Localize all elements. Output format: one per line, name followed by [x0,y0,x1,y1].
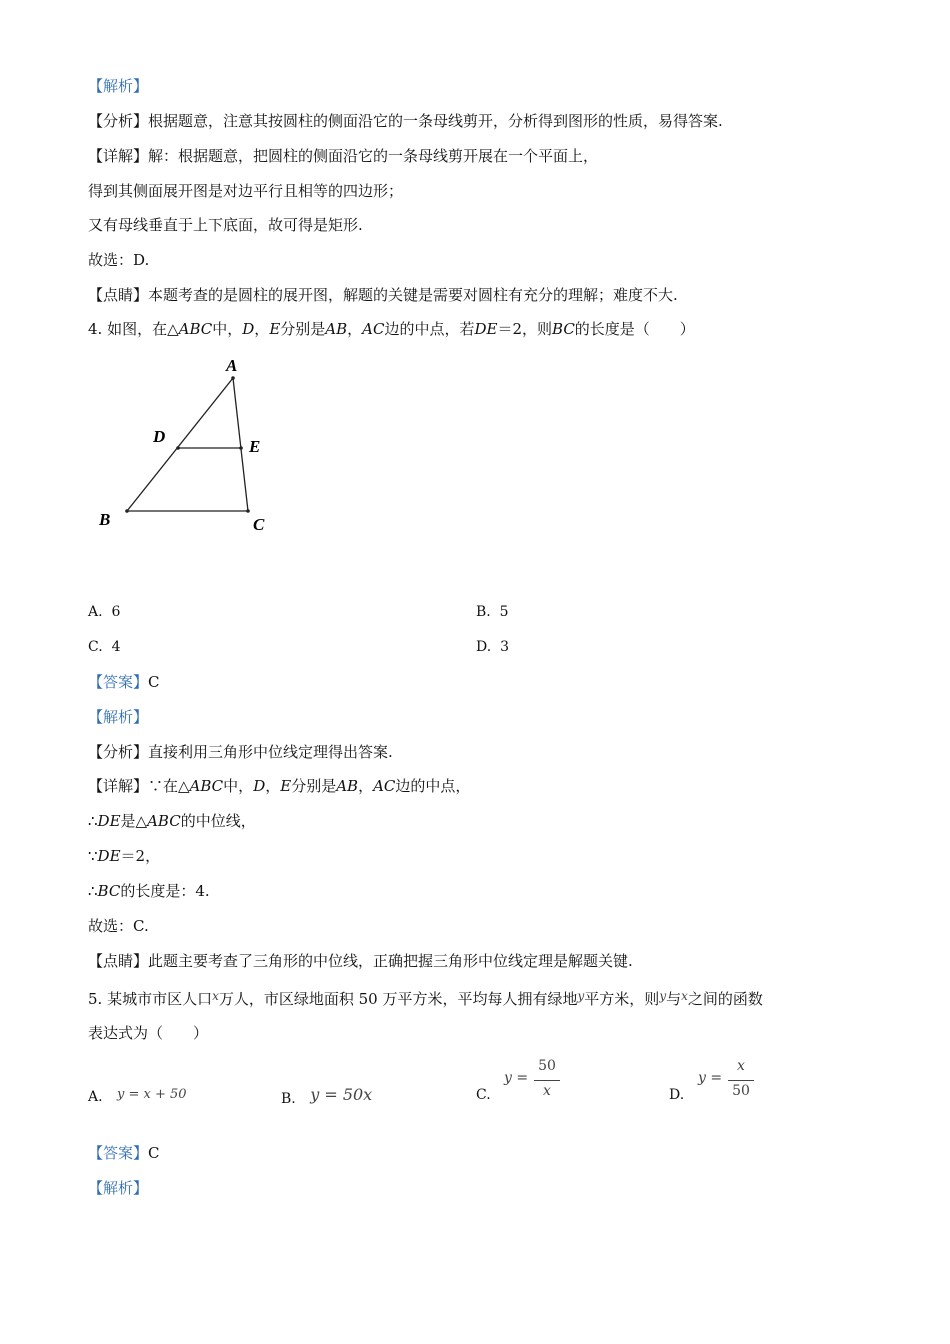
point-b [125,509,129,513]
q4-stem-part: ， [254,320,270,338]
option-letter: D. [669,1087,685,1103]
text-part: 【详解】∵在△ [88,777,190,795]
side-ac [233,378,248,511]
q5-option-b [281,1085,372,1109]
q4-var: AC [362,320,385,338]
text-part: 之间的函数 [687,990,763,1008]
option-letter: B. [281,1091,296,1107]
q4-var: AB [325,320,348,338]
text-part: 边的中点， [395,777,471,795]
q4-var: D [242,320,255,338]
text-part: ， [358,777,374,795]
option-letter: C. [88,639,103,655]
q4-stem-part: 分别是 [280,320,326,338]
point-a [231,376,235,380]
option-letter: C. [476,1087,491,1103]
fraction-lhs: y = [504,1070,529,1086]
q4-var: BC [552,320,575,338]
q4-fenxi: 【分析】直接利用三角形中位线定理得出答案. [88,743,393,761]
text-part: ∴ [88,812,98,830]
text-part: 5. 某城市市区人口 [88,990,213,1008]
q5-stem-line2: 表达式为（ ） [88,1024,209,1042]
q4-choose: 故选：C. [88,917,149,935]
option-value: 4 [111,639,121,655]
text-part: ∴ [88,882,98,900]
option-letter: A. [88,1089,103,1105]
var: BC [97,882,121,900]
text-part: 中， [223,777,254,795]
q4-option-b [476,602,509,622]
q5-option-c [476,1085,491,1105]
q5-option-d-fraction [698,1058,758,1104]
q4-stem-part: 中， [212,320,243,338]
label-a: A [226,356,238,375]
var: AC [373,777,396,795]
q3-dianjing: 【点睛】本题考查的是圆柱的展开图，解题的关键是需要对圆柱有充分的理解；难度不大. [88,286,678,304]
q5-option-a [88,1085,187,1107]
q5-option-d [669,1085,684,1105]
analysis-tag: 【解析】 [88,1179,149,1197]
option-expression: y = x + 50 [117,1087,187,1102]
q4-step1 [88,811,256,831]
q4-stem-part: 边的中点，若 [384,320,475,338]
text-part: 分别是 [291,777,337,795]
fraction-numerator: x [737,1058,745,1074]
text-part: 与 [666,990,682,1008]
q4-step2 [88,846,160,866]
q4-xiangjie [88,776,470,796]
point-d [176,446,180,450]
q4-step3 [88,881,210,901]
var: y [659,989,667,1003]
var: x [212,989,219,1003]
q4-option-c [88,637,121,657]
var: ABC [189,777,224,795]
var: DE [97,812,121,830]
q4-dianjing: 【点睛】此题主要考查了三角形的中位线，正确把握三角形中位线定理是解题关键. [88,952,633,970]
answer-value: C [148,1144,160,1162]
label-e: E [249,437,261,456]
option-value: 6 [111,604,121,620]
side-ab [127,378,233,511]
q4-var: ABC [178,320,213,338]
fraction-numerator: 50 [538,1058,556,1074]
fraction-lhs: y = [698,1070,723,1086]
analysis-tag: 【解析】 [88,77,149,95]
answer-tag: 【答案】 [88,1144,149,1162]
point-e [239,446,243,450]
var: D [253,777,266,795]
fraction-bar [534,1080,560,1081]
fraction-denominator: x [543,1083,551,1099]
text-part: 的中位线， [180,812,256,830]
option-letter: B. [476,604,491,620]
answer-tag: 【答案】 [88,673,149,691]
var: y [577,989,585,1003]
var: DE [97,847,121,865]
q4-option-a [88,602,120,622]
answer-value: C [148,673,160,691]
text-part: 是△ [120,812,148,830]
q3-line3: 又有母线垂直于上下底面，故可得是矩形. [88,216,363,234]
q3-line2: 得到其侧面展开图是对边平行且相等的四边形； [88,182,404,200]
label-c: C [253,515,265,534]
q5-stem-line1 [88,986,763,1009]
q3-choose: 故选：D. [88,251,150,269]
q4-var: DE [474,320,498,338]
option-letter: A. [88,604,103,620]
q4-stem-part: 4. 如图，在△ [88,320,179,338]
q3-fenxi: 【分析】根据题意，注意其按圆柱的侧面沿它的一条母线剪开，分析得到图形的性质，易得答案. [88,112,723,130]
text-part: ∵ [88,847,98,865]
var: x [681,989,688,1003]
q4-stem-part: 的长度是（ ） [574,320,695,338]
point-c [246,509,250,513]
analysis-tag: 【解析】 [88,708,149,726]
q4-option-d [476,637,509,657]
var: ABC [147,812,181,830]
option-expression: y = 50x [310,1085,373,1104]
text-part: ， [265,777,281,795]
text-part: 的长度是：4. [120,882,210,900]
option-value: 3 [500,639,510,655]
triangle-figure [90,350,290,540]
q4-stem [88,319,695,339]
label-d: D [153,427,166,446]
option-value: 5 [499,604,509,620]
fraction-bar [728,1080,754,1081]
text-part: 平方米，则 [584,990,660,1008]
text-part: ＝2， [120,847,161,865]
q4-answer [88,672,160,692]
q5-answer [88,1143,160,1163]
q4-stem-part: ， [347,320,363,338]
fraction-denominator: 50 [732,1083,750,1099]
text-part: 万人，市区绿地面积 50 万平方米，平均每人拥有绿地 [218,990,578,1008]
q4-var: E [269,320,281,338]
var: E [280,777,292,795]
q4-stem-part: ＝2，则 [497,320,553,338]
var: AB [336,777,359,795]
option-letter: D. [476,639,492,655]
q5-option-c-fraction [504,1058,564,1104]
q3-xiangjie: 【详解】解：根据题意，把圆柱的侧面沿它的一条母线剪开展在一个平面上， [88,147,599,165]
label-b: B [99,510,111,529]
